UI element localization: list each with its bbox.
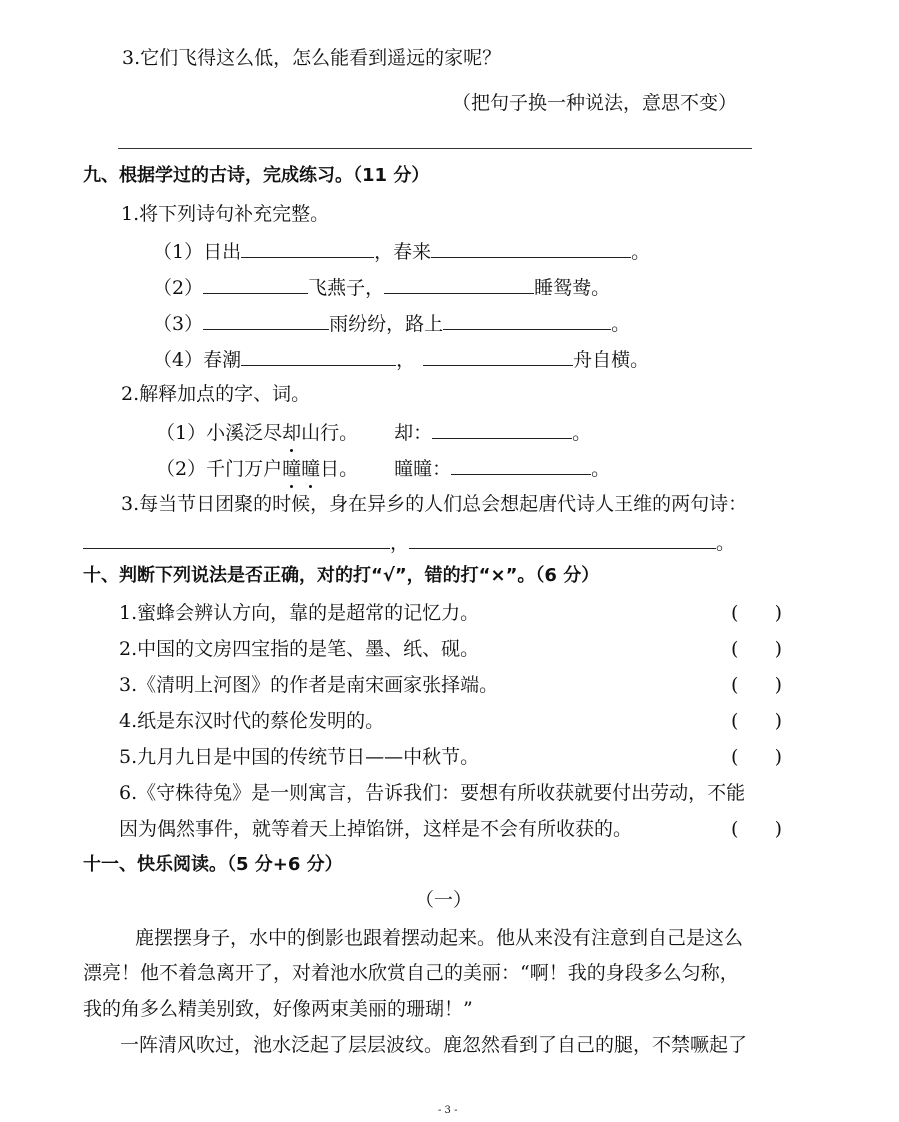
dotted-char-tong-1: 曈 [282, 458, 302, 480]
page-number: - 3 - [438, 1105, 458, 1116]
q9-explain-2 [156, 454, 610, 482]
blank-2b[interactable] [384, 273, 534, 294]
explain1-tail: 山行。 [301, 422, 359, 444]
poem1-mid: ，春来 [374, 241, 432, 263]
q9-poem-2 [153, 273, 610, 301]
poem4-mid: ， [396, 349, 416, 371]
blank-3b[interactable] [443, 309, 611, 330]
q10-item-2: 2.中国的文房四宝指的是笔、墨、纸、砚。 [119, 638, 480, 660]
q10-item-5: 5.九月九日是中国的传统节日——中秋节。 [119, 746, 480, 768]
q10-answer-5[interactable]: ( ) [731, 746, 783, 768]
blank-1a[interactable] [241, 237, 374, 258]
q11-para1-line1: 鹿摆摆身子，水中的倒影也跟着摆动起来。他从来没有注意到自己是这么 [135, 927, 744, 949]
q10-item-3: 3.《清明上河图》的作者是南宋画家张择端。 [119, 674, 499, 696]
blank-1b[interactable] [431, 237, 631, 258]
q11-para1-line2: 漂亮！他不着急离开了，对着池水欣赏自己的美丽：“啊！我的身段多么匀称， [83, 962, 739, 984]
blank-4a[interactable] [241, 345, 396, 366]
poem3-end: 。 [611, 313, 631, 335]
q9-sub3-answer [83, 528, 735, 556]
q8-item3: 3.它们飞得这么低，怎么能看到遥远的家呢？ [122, 47, 502, 69]
poem2-start: （2） [153, 277, 204, 299]
blank-4b[interactable] [423, 345, 573, 366]
explain2-text: （2）千门万户 [156, 458, 283, 480]
q9-poem-1 [153, 237, 650, 265]
blank-s3a[interactable] [83, 528, 390, 549]
q10-answer-4[interactable]: ( ) [731, 710, 783, 732]
q11-para2-line1: 一阵清风吹过，池水泛起了层层波纹。鹿忽然看到了自己的腿，不禁噘起了 [120, 1034, 748, 1056]
q9-sub1: 1.将下列诗句补充完整。 [121, 203, 330, 225]
s3-end: 。 [716, 532, 736, 554]
explain2-end: 。 [591, 458, 611, 480]
s3-comma: ， [390, 532, 410, 554]
q9-poem-4 [153, 345, 649, 373]
q10-item-4: 4.纸是东汉时代的蔡伦发明的。 [119, 710, 385, 732]
explain1-label: 却： [394, 422, 433, 444]
q10-heading: 十、判断下列说法是否正确，对的打“√”，错的打“×”。（6 分） [83, 565, 600, 586]
poem1-start: （1）日出 [153, 241, 242, 263]
blank-2a[interactable] [203, 273, 308, 294]
poem4-end: 舟自横。 [573, 349, 650, 371]
q11-para1-line3: 我的角多么精美别致，好像两束美丽的珊瑚！” [83, 998, 473, 1020]
q10-item-6-cont: 因为偶然事件，就等着天上掉馅饼，这样是不会有所收获的。 [119, 818, 633, 840]
q11-heading: 十一、快乐阅读。（5 分+6 分） [83, 854, 343, 875]
blank-explain-1[interactable] [432, 418, 572, 439]
blank-s3b[interactable] [409, 528, 716, 549]
poem2-end: 睡鸳鸯。 [534, 277, 611, 299]
explain2-label: 曈曈： [394, 458, 452, 480]
blank-3a[interactable] [203, 309, 329, 330]
poem4-start: （4）春潮 [153, 349, 242, 371]
q8-instruction: （把句子换一种说法，意思不变） [452, 92, 738, 114]
blank-explain-2[interactable] [451, 454, 591, 475]
q9-sub2: 2.解释加点的字、词。 [121, 383, 311, 405]
dotted-char-que: 却 [282, 422, 302, 444]
q10-answer-2[interactable]: ( ) [731, 638, 783, 660]
dotted-char-tong-2: 曈 [301, 458, 321, 480]
poem3-mid: 雨纷纷，路上 [329, 313, 444, 335]
q11-part-title: （一） [415, 889, 473, 911]
q10-item-1: 1.蜜蜂会辨认方向，靠的是超常的记忆力。 [119, 602, 480, 624]
q9-heading: 九、根据学过的古诗，完成练习。（11 分） [83, 165, 430, 186]
q10-answer-3[interactable]: ( ) [731, 674, 783, 696]
poem1-end: 。 [631, 241, 651, 263]
q9-explain-1 [156, 418, 591, 446]
explain2-tail: 日。 [320, 458, 359, 480]
poem3-start: （3） [153, 313, 204, 335]
q9-sub3: 3.每当节日团聚的时候，身在异乡的人们总会想起唐代诗人王维的两句诗： [121, 493, 748, 515]
q10-answer-6[interactable]: ( ) [731, 818, 783, 840]
poem2-mid: 飞燕子， [308, 277, 385, 299]
explain1-text: （1）小溪泛尽 [156, 422, 283, 444]
q8-answer-line[interactable] [118, 148, 752, 149]
q10-item-6: 6.《守株待兔》是一则寓言，告诉我们：要想有所收获就要付出劳动，不能 [119, 782, 746, 804]
explain1-end: 。 [572, 422, 592, 444]
q9-poem-3 [153, 309, 630, 337]
q10-answer-1[interactable]: ( ) [731, 602, 783, 624]
